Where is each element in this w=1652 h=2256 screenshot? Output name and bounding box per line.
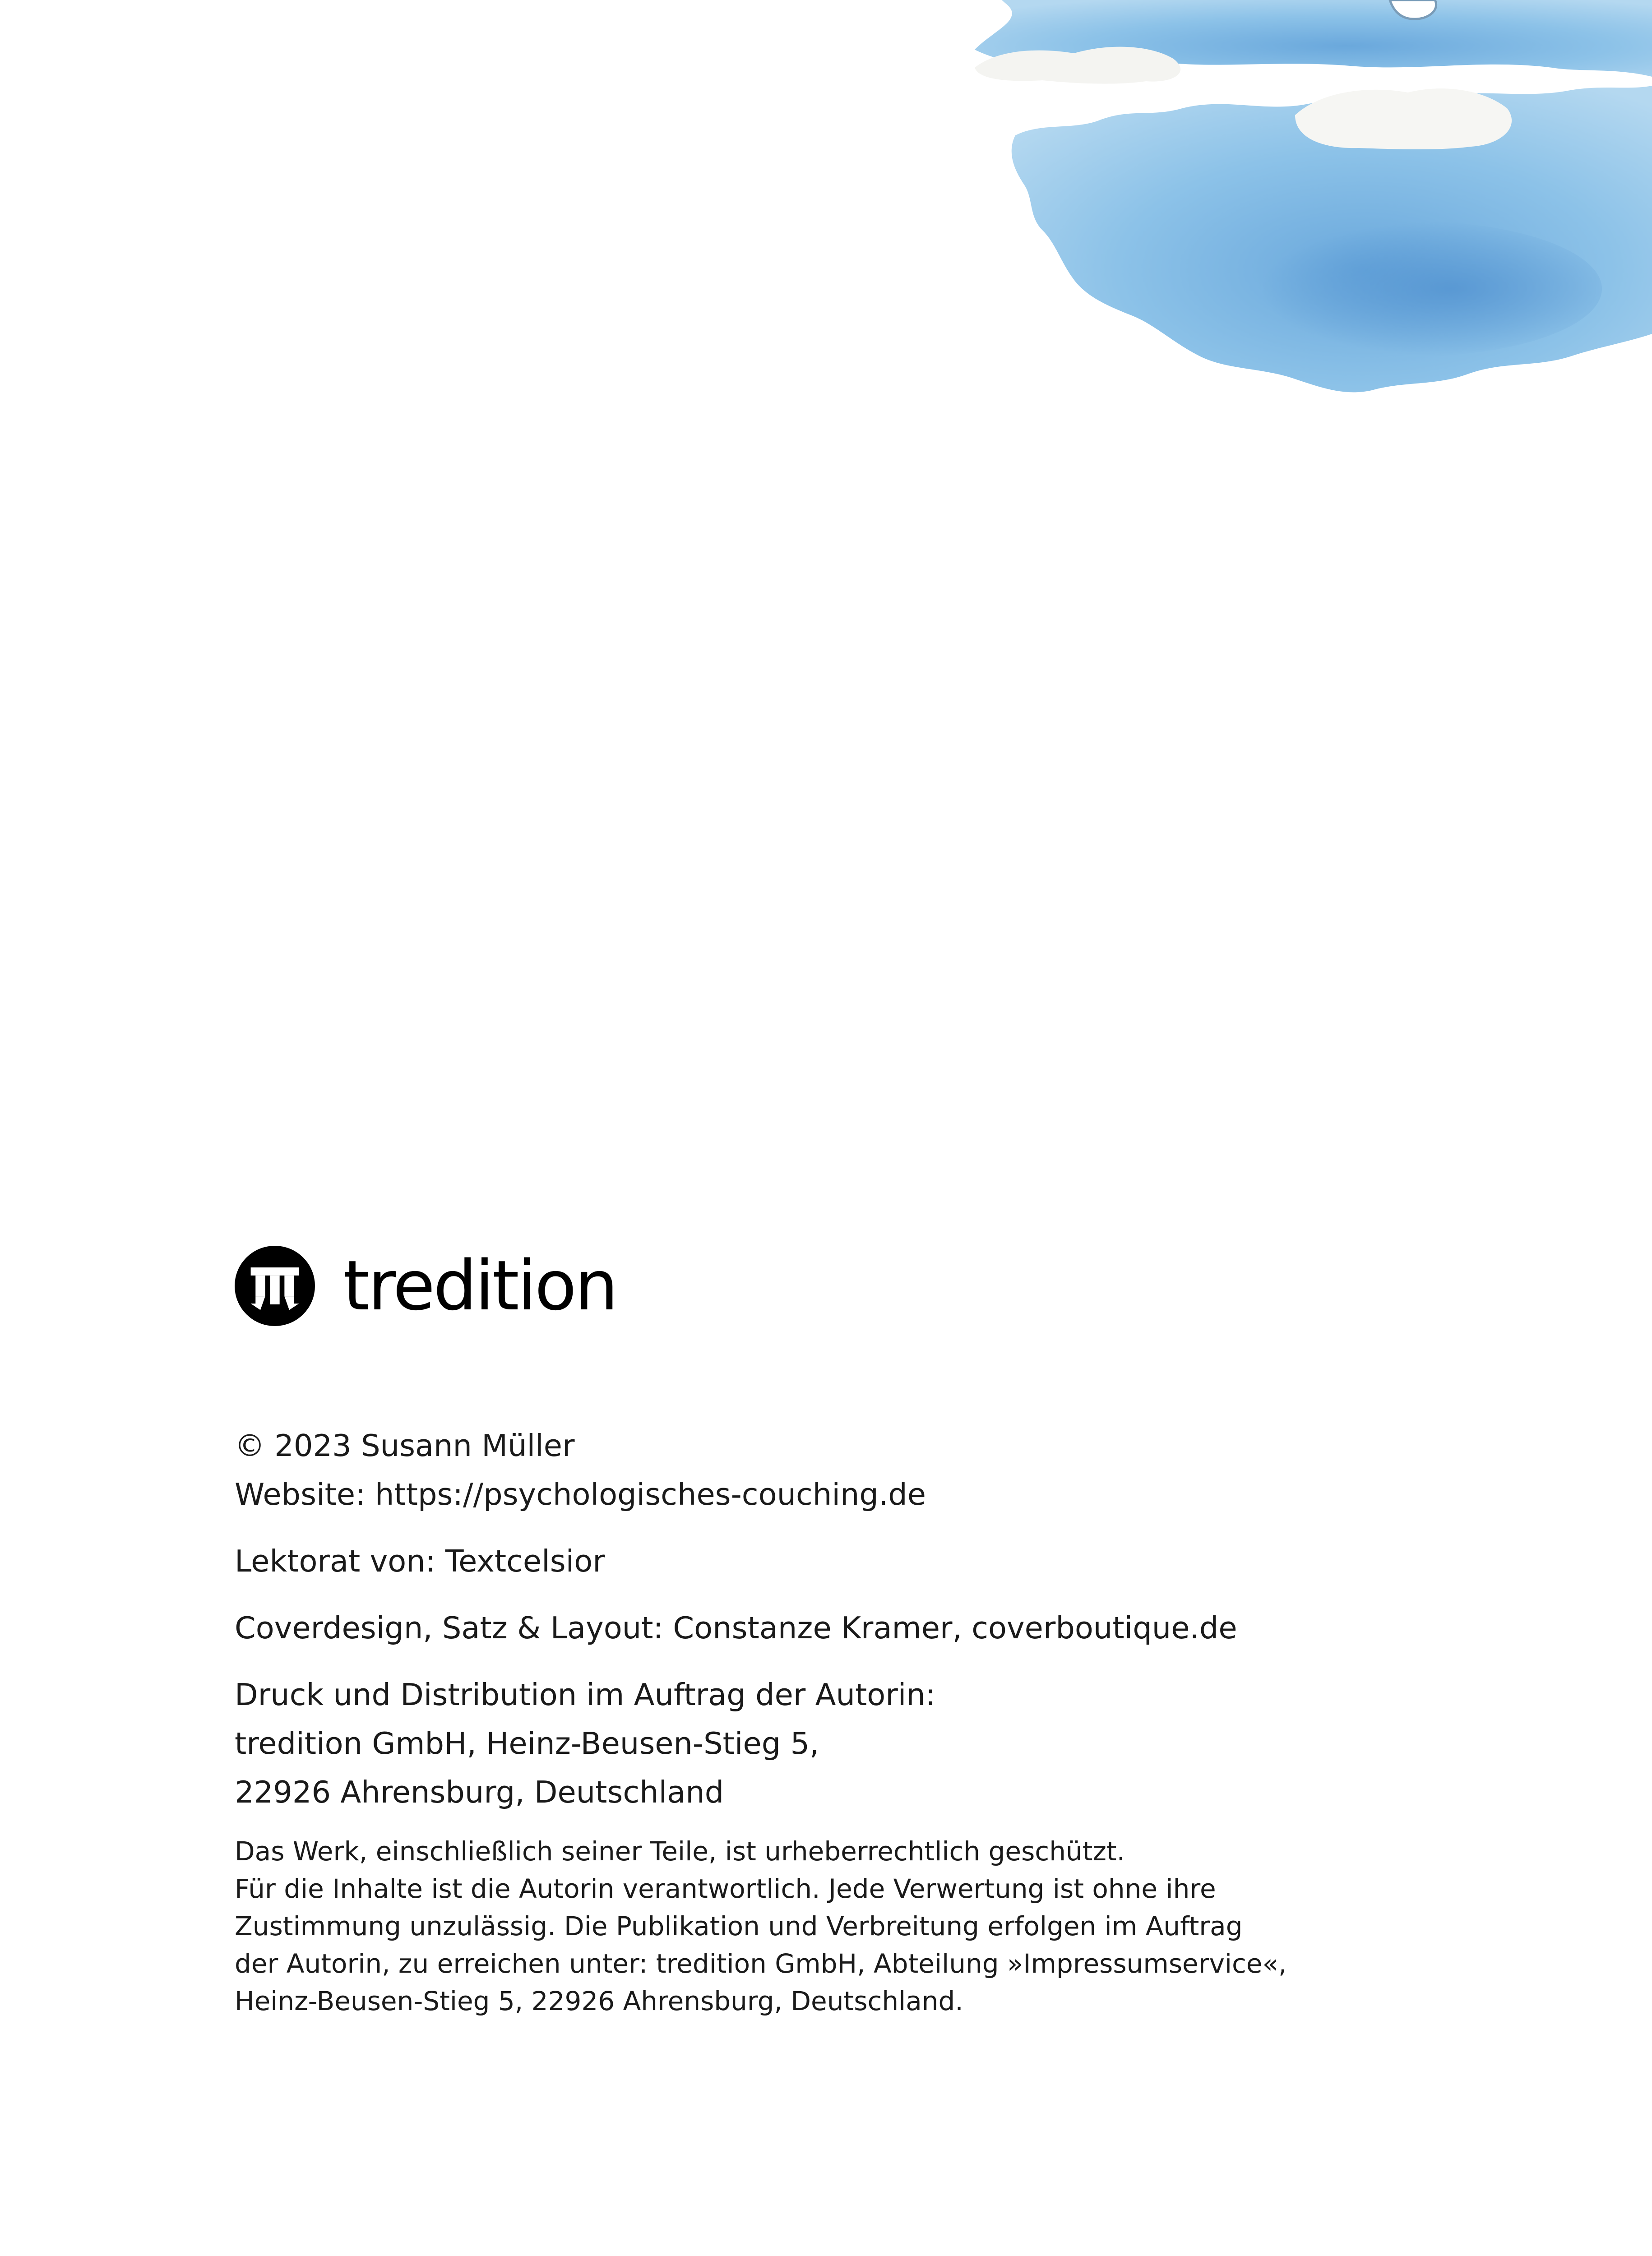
logo-wordmark: tredition: [343, 1246, 617, 1326]
design-line: Coverdesign, Satz & Layout: Constanze Kramer, coverboutique.de: [235, 1610, 1237, 1646]
legal-line-1: Das Werk, einschließlich seiner Teile, ist urheberrechtlich geschützt.: [235, 1836, 1125, 1867]
legal-line-3: Zustimmung unzulässig. Die Publikation und Verbreitung erfolgen im Auftrag: [235, 1911, 1243, 1942]
legal-line-5: Heinz-Beusen-Stieg 5, 22926 Ahrensburg, Deutschland.: [235, 1986, 963, 2016]
tredition-logo-icon: [235, 1246, 315, 1326]
legal-line-2: Für die Inhalte ist die Autorin verantwortlich. Jede Verwertung ist ohne ihre: [235, 1873, 1216, 1904]
distribution-line-2: tredition GmbH, Heinz-Beusen-Stieg 5,: [235, 1726, 819, 1761]
publisher-logo: [235, 1245, 616, 1327]
distribution-line-3: 22926 Ahrensburg, Deutschland: [235, 1775, 724, 1810]
imprint-block: [235, 1421, 1453, 2020]
copyright-line: © 2023 Susann Müller: [235, 1428, 575, 1463]
watercolor-sky-illustration: [939, 0, 1652, 397]
website-line: Website: https://psychologisches-couching.de: [235, 1477, 926, 1512]
editing-line: Lektorat von: Textcelsior: [235, 1544, 605, 1579]
legal-line-4: der Autorin, zu erreichen unter: tredition GmbH, Abteilung »Impressumservice«,: [235, 1948, 1287, 1979]
distribution-line-1: Druck und Distribution im Auftrag der Autorin:: [235, 1677, 936, 1712]
legal-notice: [235, 1833, 1453, 2020]
